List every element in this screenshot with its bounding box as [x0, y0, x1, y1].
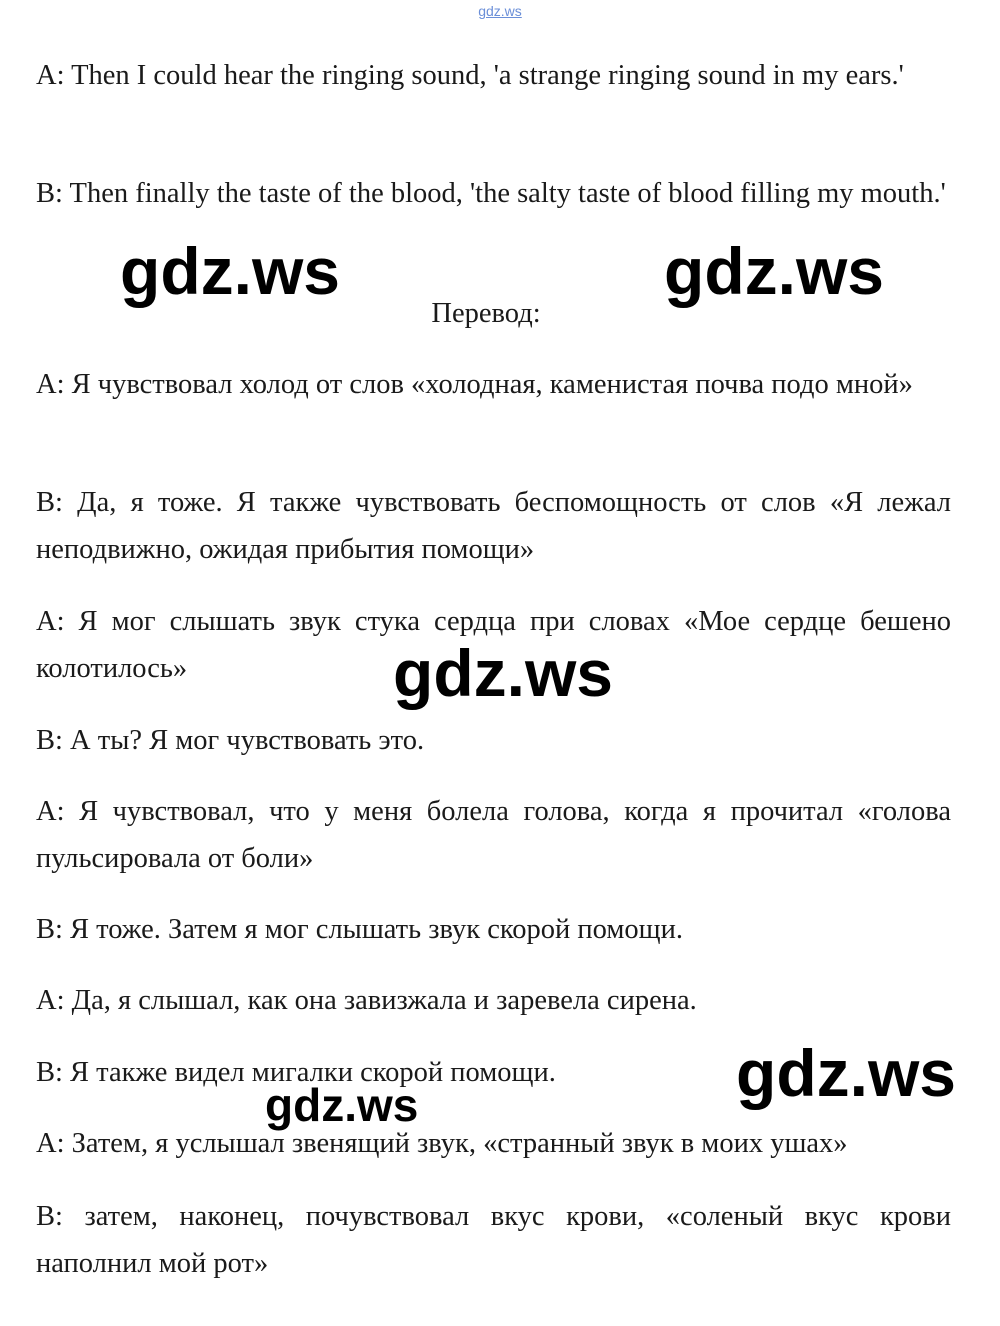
watermark-logo: gdz.ws [265, 1079, 419, 1131]
dialogue-line-ru-9: A: Затем, я услышал звенящий звук, «странный звук в моих ушах» [36, 1128, 848, 1159]
dialogue-line-ru-3: A: Я мог слышать звук стука сердца при словах «Мое сердце бешено колотилось» [36, 606, 951, 684]
dialogue-line-ru-7: A: Да, я слышал, как она завизжала и заревела сирена. [36, 985, 697, 1016]
watermark-logo: gdz.ws [120, 234, 341, 308]
dialogue-line-ru-2: B: Да, я тоже. Я также чувствовать беспомощность от слов «Я лежал неподвижно, ожидая прибытия помощи» [36, 487, 951, 565]
dialogue-line-ru-5: A: Я чувствовал, что у меня болела голова, когда я прочитал «голова пульсировала от боли» [36, 796, 951, 874]
dialogue-line-ru-10: B: затем, наконец, почувствовал вкус крови, «соленый вкус крови наполнил мой рот» [36, 1201, 951, 1279]
watermark-logo: gdz.ws [664, 234, 885, 308]
dialogue-line-ru-8: B: Я также видел мигалки скорой помощи. [36, 1057, 556, 1088]
watermark-logo: gdz.ws [736, 1036, 957, 1110]
dialogue-line-en-1: A: Then I could hear the ringing sound, 'a strange ringing sound in my ears.' [36, 60, 904, 91]
dialogue-line-ru-4: B: А ты? Я мог чувствовать это. [36, 725, 425, 756]
dialogue-line-en-2: B: Then finally the taste of the blood, 'the salty taste of blood filling my mouth.' [36, 178, 946, 209]
dialogue-line-ru-6: B: Я тоже. Затем я мог слышать звук скорой помощи. [36, 914, 683, 945]
watermark-logo: gdz.ws [393, 636, 614, 710]
translation-heading: Перевод: [431, 298, 541, 329]
dialogue-line-ru-1: A: Я чувствовал холод от слов «холодная, каменистая почва подо мной» [36, 369, 913, 400]
site-mark-link[interactable]: gdz.ws [478, 3, 522, 19]
